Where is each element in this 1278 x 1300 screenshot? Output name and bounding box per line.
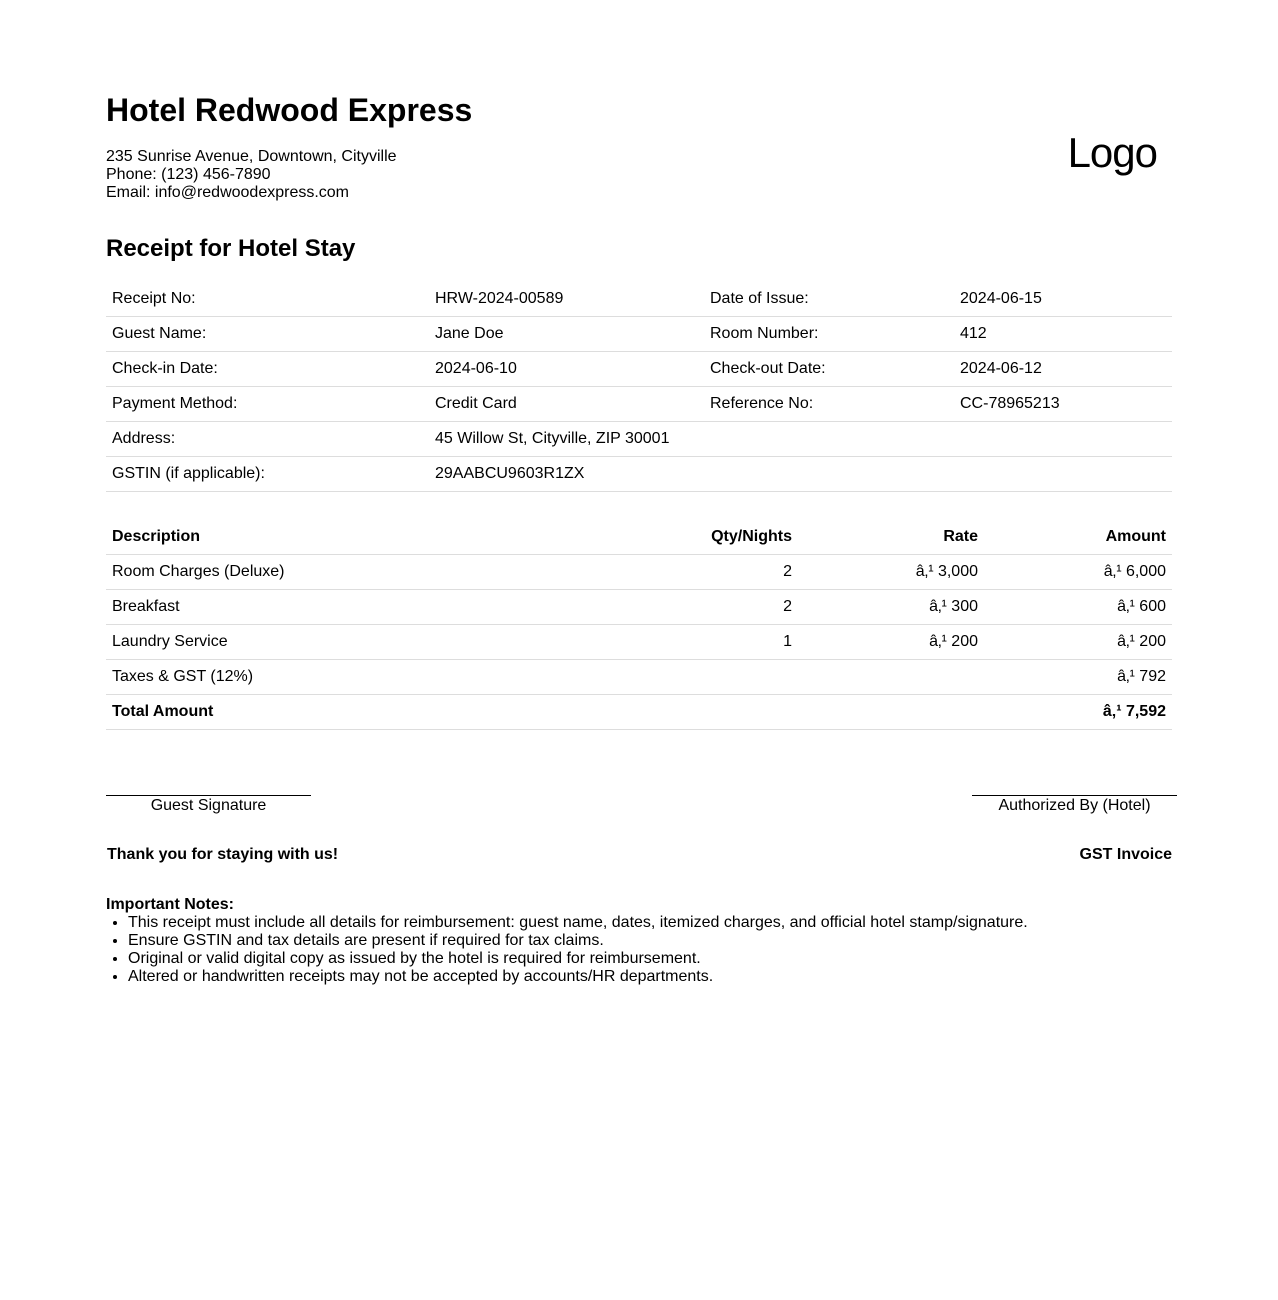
total-empty-cell <box>606 695 798 730</box>
charge-row <box>106 660 1172 695</box>
info-label: GSTIN (if applicable): <box>106 457 429 492</box>
info-label: Room Number: <box>704 317 954 352</box>
info-value: 2024-06-10 <box>429 352 704 387</box>
info-label: Guest Name: <box>106 317 429 352</box>
charge-rate: â‚¹ 3,000 <box>798 555 984 590</box>
charge-amount: â‚¹ 792 <box>984 660 1172 695</box>
charge-description: Laundry Service <box>106 625 606 660</box>
charge-rate: â‚¹ 200 <box>798 625 984 660</box>
hotel-phone: Phone: (123) 456-7890 <box>106 166 271 183</box>
info-value: 2024-06-15 <box>954 282 1172 317</box>
info-row <box>106 282 1172 317</box>
charges-header-row <box>106 520 1172 555</box>
info-value: Jane Doe <box>429 317 704 352</box>
info-row <box>106 317 1172 352</box>
charge-row <box>106 625 1172 660</box>
charge-amount: â‚¹ 6,000 <box>984 555 1172 590</box>
column-header-rate: Rate <box>798 520 984 555</box>
total-amount: â‚¹ 7,592 <box>984 695 1172 730</box>
column-header-description: Description <box>106 520 606 555</box>
charge-description: Room Charges (Deluxe) <box>106 555 606 590</box>
hotel-logo: Logo <box>1067 129 1157 176</box>
info-label: Date of Issue: <box>704 282 954 317</box>
hotel-name: Hotel Redwood Express <box>106 92 473 128</box>
note-item: • Original or valid digital copy as issued by the hotel is required for reimbursement. <box>128 950 1028 968</box>
info-value: Credit Card <box>429 387 704 422</box>
receipt-title: Receipt for Hotel Stay <box>106 235 356 262</box>
charge-amount: â‚¹ 200 <box>984 625 1172 660</box>
charge-amount: â‚¹ 600 <box>984 590 1172 625</box>
charge-row <box>106 590 1172 625</box>
charge-description: Breakfast <box>106 590 606 625</box>
charge-rate <box>798 660 984 695</box>
hotel-email: Email: info@redwoodexpress.com <box>106 184 350 201</box>
charge-qty: 2 <box>606 590 798 625</box>
hotel-contact-block <box>106 148 397 202</box>
total-row <box>106 695 1172 730</box>
column-header-qty: Qty/Nights <box>606 520 798 555</box>
thank-you-message: Thank you for staying with us! <box>107 846 339 863</box>
gst-invoice-label: GST Invoice <box>1079 846 1172 863</box>
notes-list <box>106 914 1028 986</box>
charges-table <box>106 520 1172 730</box>
info-value: HRW-2024-00589 <box>429 282 704 317</box>
notes-title: Important Notes: <box>106 896 234 913</box>
note-item: • Ensure GSTIN and tax details are present if required for tax claims. <box>128 932 1028 950</box>
charge-rate: â‚¹ 300 <box>798 590 984 625</box>
info-value: CC-78965213 <box>954 387 1172 422</box>
charge-qty: 2 <box>606 555 798 590</box>
hotel-address: 235 Sunrise Avenue, Downtown, Cityville <box>106 148 397 165</box>
receipt-info-table <box>106 282 1172 492</box>
charge-qty <box>606 660 798 695</box>
info-value: 45 Willow St, Cityville, ZIP 30001 <box>429 422 1172 457</box>
info-row <box>106 457 1172 492</box>
info-label: Check-out Date: <box>704 352 954 387</box>
important-notes <box>106 896 1028 986</box>
info-row <box>106 352 1172 387</box>
info-label: Receipt No: <box>106 282 429 317</box>
column-header-amount: Amount <box>984 520 1172 555</box>
info-label: Address: <box>106 422 429 457</box>
note-item: • This receipt must include all details for reimbursement: guest name, dates, itemized charges, and official hotel stamp/signature. <box>128 914 1028 932</box>
hotel-signature-line: Authorized By (Hotel) <box>972 795 1177 816</box>
info-label: Check-in Date: <box>106 352 429 387</box>
info-label: Reference No: <box>704 387 954 422</box>
guest-signature-line: Guest Signature <box>106 795 311 816</box>
total-label: Total Amount <box>106 695 606 730</box>
info-value: 2024-06-12 <box>954 352 1172 387</box>
charge-description: Taxes & GST (12%) <box>106 660 606 695</box>
info-label: Payment Method: <box>106 387 429 422</box>
total-empty-cell <box>798 695 984 730</box>
info-value: 29AABCU9603R1ZX <box>429 457 1172 492</box>
info-value: 412 <box>954 317 1172 352</box>
info-row <box>106 422 1172 457</box>
charge-qty: 1 <box>606 625 798 660</box>
charge-row <box>106 555 1172 590</box>
note-item: • Altered or handwritten receipts may not be accepted by accounts/HR departments. <box>128 968 1028 986</box>
info-row <box>106 387 1172 422</box>
